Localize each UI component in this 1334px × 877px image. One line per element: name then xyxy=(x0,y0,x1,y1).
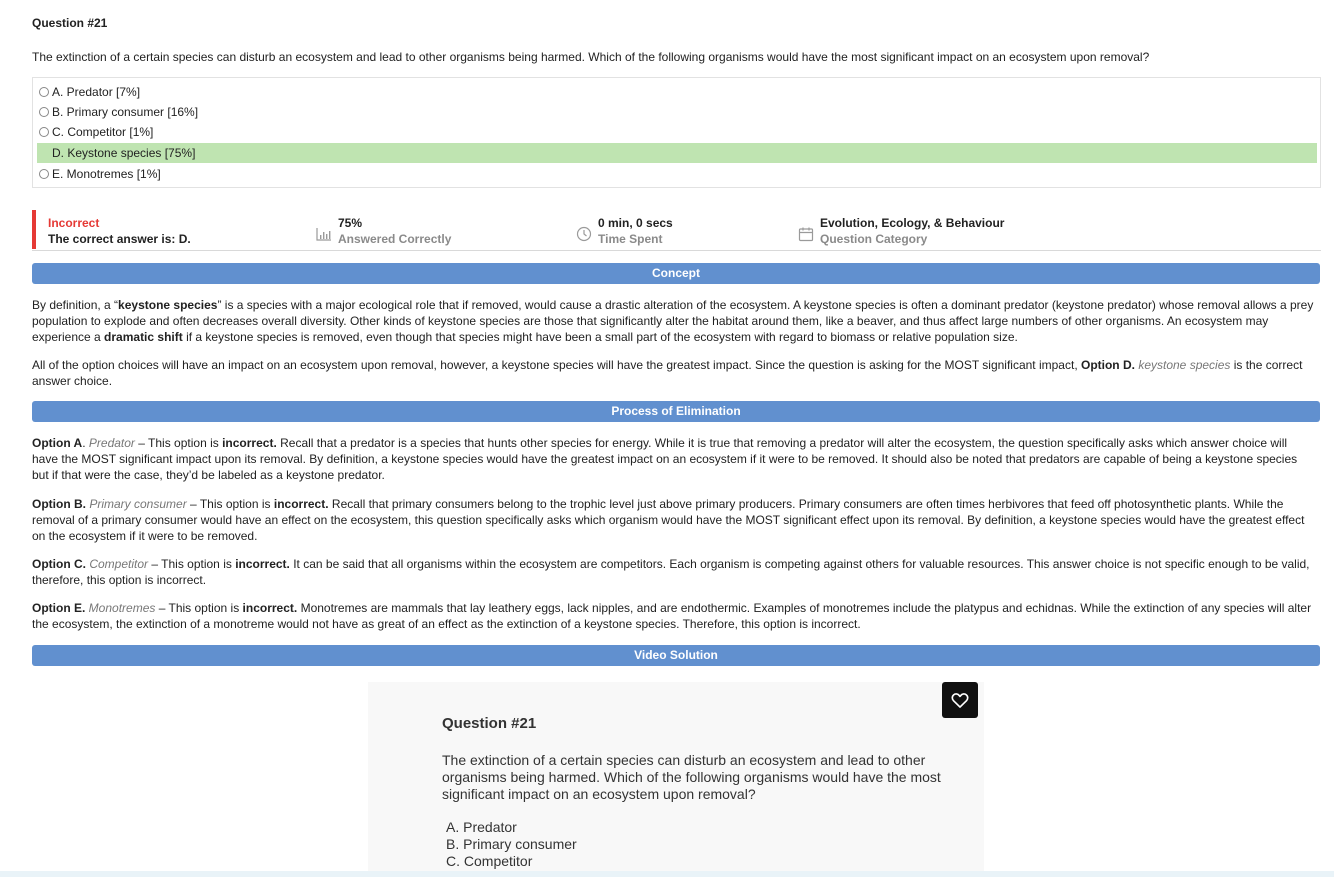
concept-header: Concept xyxy=(32,263,1320,284)
elimination-option-c: Option C. Competitor – This option is incorrect. It can be said that all organisms within the ecosystem are competitors. Each organism is competing against others for valuable resources. This answer choice is not specific enough to be valid, therefore, this option is incorrect. xyxy=(32,557,1310,587)
choice-label: D. Keystone species [75%] xyxy=(52,146,196,160)
choice-label: C. Competitor [1%] xyxy=(52,125,154,139)
time-value: 0 min, 0 secs xyxy=(598,216,673,230)
elimination-option-b: Option B. Primary consumer – This option is incorrect. Recall that primary consumers belong to the trophic level just above primary producers. Primary consumers are often times herbivores that feed off photosynthetic plants. While the removal of a primary consumer would have an effect on the ecosystem, this question specifically asks which organism would have the MOST significant effect upon its removal. By definition, a keystone species would have the greatest effect on the ecosystem if it were to be removed. xyxy=(32,497,1305,543)
favorite-button[interactable] xyxy=(942,682,978,718)
answered-caption: Answered Correctly xyxy=(338,232,452,246)
video-solution-header: Video Solution xyxy=(32,645,1320,666)
choice-label: A. Predator [7%] xyxy=(52,85,141,99)
video-choice-a: A. Predator xyxy=(446,819,517,835)
radio-button[interactable] xyxy=(39,107,49,117)
category-caption: Question Category xyxy=(820,232,928,246)
video-question-title: Question #21 xyxy=(442,715,537,732)
incorrect-indicator xyxy=(32,210,36,249)
choice-b[interactable] xyxy=(37,102,1317,122)
answer-choices xyxy=(32,77,1321,188)
result-summary xyxy=(32,210,1321,251)
choice-label: B. Primary consumer [16%] xyxy=(52,105,199,119)
radio-button[interactable] xyxy=(39,127,49,137)
result-status: Incorrect xyxy=(48,216,100,230)
choice-a[interactable] xyxy=(37,82,1317,102)
clock-icon xyxy=(576,226,592,242)
choice-c[interactable] xyxy=(37,122,1317,142)
heart-icon xyxy=(950,690,970,710)
elimination-option-a: Option A. Predator – This option is incorrect. Recall that a predator is a species that hunts other species for energy. While it is true that removing a predator will alter the ecosystem, the question specifically asks which answer choice will have the MOST significant impact upon its removal. By definition, a keystone species would have the greatest impact on an ecosystem if it were to be removed. It should also be noted that predators are capable of being a keystone species but if that were the case, they’d be labeled as a keystone predator. xyxy=(32,436,1298,482)
radio-button[interactable] xyxy=(39,87,49,97)
concept-paragraph-1: By definition, a “keystone species” is a species with a major ecological role that if removed, would cause a drastic alteration of the ecosystem. A keystone species is often a dominant predator (keystone predator) whose removal allows a prey population to explode and often decreases overall diversity. Other kinds of keystone species are those that significantly alter the habitat around them, like a beaver, and thus affect large numbers of other organisms. An ecosystem may experience a dramatic shift if a keystone species is removed, even though that species might have been a small part of the ecosystem with regard to biomass or relative population size. xyxy=(32,298,1314,344)
choice-d[interactable] xyxy=(37,143,1317,163)
bottom-strip xyxy=(0,871,1334,877)
correct-answer: The correct answer is: D. xyxy=(48,232,191,246)
answered-value: 75% xyxy=(338,216,363,230)
elimination-option-e: Option E. Monotremes – This option is incorrect. Monotremes are mammals that lay leathery eggs, lack nipples, and are endothermic. Examples of monotremes include the platypus and echidnas. While the extinction of any species will alter the ecosystem, the extinction of a monotreme would not have as great of an effect as the extinction of a keystone species. Therefore, this option is incorrect. xyxy=(32,601,1312,631)
choice-e[interactable] xyxy=(37,164,1317,184)
question-text: The extinction of a certain species can disturb an ecosystem and lead to other organisms being harmed. Which of the following organisms would have the most significant impact on an ecosystem upon removal? xyxy=(32,50,1150,64)
concept-paragraph-2: All of the option choices will have an impact on an ecosystem upon removal, however, a keystone species will have the greatest impact. Since the question is asking for the MOST significant impact, Option D. keystone species is the correct answer choice. xyxy=(32,358,1303,388)
choice-label: E. Monotremes [1%] xyxy=(52,167,161,181)
elimination-header: Process of Elimination xyxy=(32,401,1320,422)
radio-button[interactable] xyxy=(39,169,49,179)
video-question-text: The extinction of a certain species can disturb an ecosystem and lead to other organisms being harmed. Which of the following organisms would have the most significant impact on an ecosystem upon removal? xyxy=(442,752,941,802)
video-player[interactable] xyxy=(368,682,984,872)
calendar-icon xyxy=(798,226,814,242)
question-number: Question #21 xyxy=(32,16,108,30)
video-choice-b: B. Primary consumer xyxy=(446,836,577,852)
category-value: Evolution, Ecology, & Behaviour xyxy=(820,216,1005,230)
time-caption: Time Spent xyxy=(598,232,663,246)
bar-chart-icon xyxy=(316,226,332,242)
video-choice-c: C. Competitor xyxy=(446,853,533,869)
